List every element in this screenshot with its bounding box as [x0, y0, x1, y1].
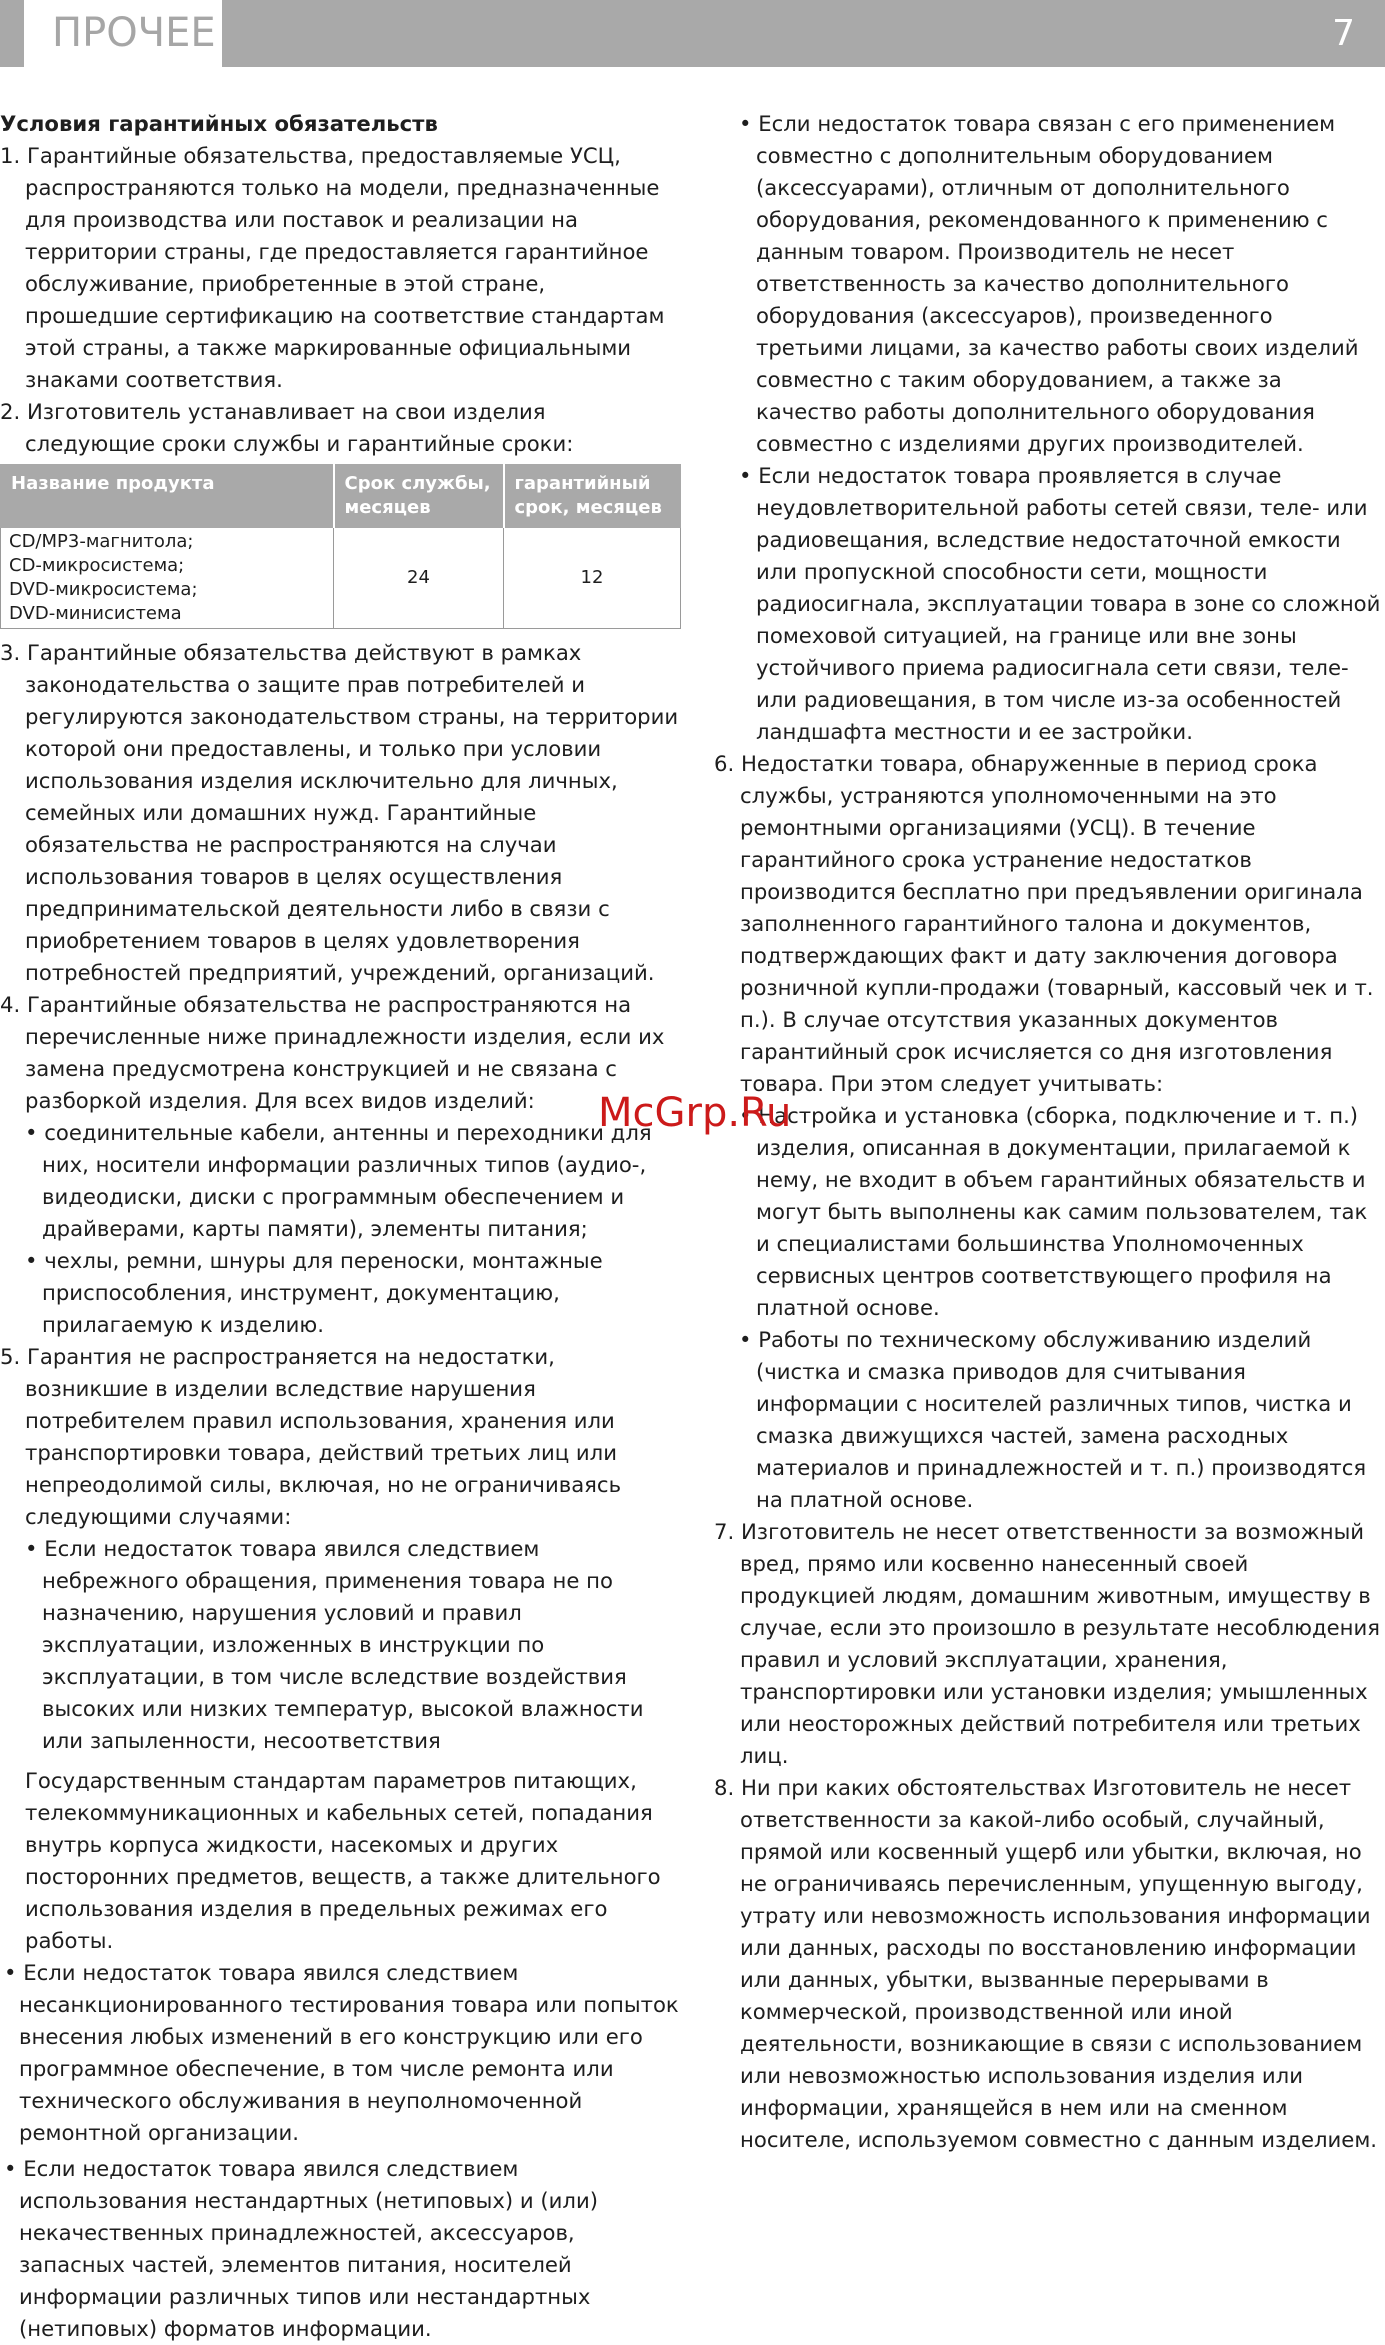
clause-5-bullet: • Если недостаток товара связан с его применением совместно с дополнительным оборудованием (аксессуарами), отличным от дополнительного оборудования, рекомендованного к применению с данным товаром. Производитель не несет ответственность за качество дополнительного оборудования (аксессуаров), произведенного третьими лицами, за качество работы своих изделий совместно с таким оборудованием, а также за качество работы дополнительного оборудования совместно с изделиями других производителей.	[739, 111, 1359, 456]
clause-5-bullet: • Если недостаток товара явился следствием использования нестандартных (нетиповых) и (или) некачественных принадлежностей, аксессуаров, запасных частей, элементов питания, носителей информации различных типов или нестандартных (нетиповых) форматов информации.	[4, 2156, 599, 2341]
page-header	[0, 0, 1385, 67]
clause-7: 7. Изготовитель не несет ответственности за возможный вред, прямо или косвенно нанесенный своей продукцией людям, домашним животным, имуществу в случае, если это произошло в результате несоблюдения правил и условий эксплуатации, хранения, транспортировки или установки изделия; умышленных или неосторожных действий потребителя или третьих лиц.	[714, 1519, 1381, 1768]
col-header-product: Название продукта	[1, 465, 334, 528]
service-life-value: 24	[334, 528, 504, 629]
header-left-bar	[0, 0, 24, 67]
table-row	[1, 528, 681, 629]
header-right-bar	[222, 0, 1385, 67]
document-title: Условия гарантийных обязательств	[0, 111, 438, 136]
page-number: 7	[1332, 13, 1355, 54]
clause-4: 4. Гарантийные обязательства не распространяются на перечисленные ниже принадлежности изделия, если их замена предусмотрена конструкцией и не связана с разборкой изделия. Для всех видов изделий:	[0, 992, 665, 1113]
clause-5-bullet: • Если недостаток товара проявляется в случае неудовлетворительной работы сетей связи, теле- или радиовещания, вследствие недостаточной емкости или пропускной способности сети, мощности радиосигнала, эксплуатации товара в зоне со сложной помеховой ситуацией, на границе или вне зоны устойчивого приема радиосигнала сети связи, теле- или радиовещания, в том числе из-за особенностей ландшафта местности и ее застройки.	[739, 463, 1381, 744]
clause-5-bullet: • Если недостаток товара явился следствием несанкционированного тестирования товара или попыток внесения любых изменений в его конструкцию или его программное обеспечение, в том числе ремонта или технического обслуживания в неуполномоченной ремонтной организации.	[4, 1960, 679, 2145]
table-header-row	[1, 465, 681, 528]
product-item: CD-микросистема;	[9, 555, 185, 576]
product-list-cell	[1, 528, 334, 629]
clause-4-bullet: • чехлы, ремни, шнуры для переноски, монтажные приспособления, инструмент, документацию, прилагаемую к изделию.	[25, 1248, 603, 1337]
clause-6-bullet: • Работы по техническому обслуживанию изделий (чистка и смазка приводов для считывания информации с носителей различных типов, чистка и смазка движущихся частей, замена расходных материалов и принадлежностей и т. п.) производятся на платной основе.	[739, 1327, 1367, 1512]
clause-5: 5. Гарантия не распространяется на недостатки, возникшие в изделии вследствие нарушения потребителем правил использования, хранения или транспортировки товара, действий третьих лиц или непреодолимой силы, включая, но не ограничиваясь следующими случаями:	[0, 1344, 622, 1529]
col-header-service-life: Срок службы, месяцев	[334, 465, 504, 528]
right-column	[700, 108, 1385, 2156]
section-title: ПРОЧЕЕ	[24, 0, 222, 67]
warranty-table	[0, 464, 681, 629]
product-item: CD/MP3-магнитола;	[9, 531, 194, 552]
watermark: McGrp.Ru	[598, 1090, 792, 1136]
clause-6: 6. Недостатки товара, обнаруженные в период срока службы, устраняются уполномоченными на это ремонтными организациями (УСЦ). В течение гарантийного срока устранение недостатков производится бесплатно при предъявлении оригинала заполненного гарантийного талона и документов, подтверждающих факт и дату заключения договора розничной купли-продажи (товарный, кассовый чек и т. п.). В случае отсутствия указанных документов гарантийный срок исчисляется со дня изготовления товара. При этом следует учитывать:	[714, 751, 1374, 1096]
warranty-value: 12	[504, 528, 681, 629]
clause-1: 1. Гарантийные обязательства, предоставляемые УСЦ, распространяются только на модели, предназначенные для производства или поставок и реализации на территории страны, где предоставляется гарантийное обслуживание, приобретенные в этой стране, прошедшие сертификацию на соответствие стандартам этой страны, а также маркированные официальными знаками соответствия.	[0, 143, 665, 392]
left-column	[0, 108, 680, 2345]
clause-5-continuation: Государственным стандартам параметров питающих, телекоммуникационных и кабельных сетей, попадания внутрь корпуса жидкости, насекомых и других посторонних предметов, веществ, а также длительного использования изделия в предельных режимах его работы.	[25, 1768, 661, 1953]
col-header-warranty: гарантийный срок, месяцев	[504, 465, 681, 528]
clause-8: 8. Ни при каких обстоятельствах Изготовитель не несет ответственности за какой-либо особый, случайный, прямой или косвенный ущерб или убытки, включая, но не ограничиваясь перечисленным, упущенную выгоду, утрату или невозможность использования информации или данных, расходы по восстановлению информации или данных, убытки, вызванные перерывами в коммерческой, производственной или иной деятельности, возникающие в связи с использованием или невозможностью использования изделия или информации, хранящейся в нем или на сменном носителе, используемом совместно с данным изделием.	[714, 1775, 1378, 2152]
product-item: DVD-минисистема	[9, 603, 182, 624]
clause-3: 3. Гарантийные обязательства действуют в рамках законодательства о защите прав потребителей и регулируются законодательством страны, на территории которой они предоставлены, и только при условии использования изделия исключительно для личных, семейных или домашних нужд. Гарантийные обязательства не распространяются на случаи использования товаров в целях осуществления предпринимательской деятельности либо в связи с приобретением товаров в целях удовлетворения потребностей предприятий, учреждений, организаций.	[0, 640, 679, 985]
clause-5-bullet: • Если недостаток товара явился следствием небрежного обращения, применения товара не по назначению, нарушения условий и правил эксплуатации, изложенных в инструкции по эксплуатации, в том числе вследствие воздействия высоких или низких температур, высокой влажности или запыленности, несоответствия	[25, 1536, 644, 1753]
clause-6-bullet: • Настройка и установка (сборка, подключение и т. п.) изделия, описанная в документации, прилагаемой к нему, не входит в объем гарантийных обязательств и могут быть выполнены как самим пользователем, так и специалистами большинства Уполномоченных сервисных центров соответствующего профиля на платной основе.	[739, 1103, 1368, 1320]
clause-4-bullet: • соединительные кабели, антенны и переходники для них, носители информации различных типов (аудио-, видеодиски, диски с программным обеспечением и драйверами, карты памяти), элементы питания;	[25, 1120, 652, 1241]
clause-2: 2. Изготовитель устанавливает на свои изделия следующие сроки службы и гарантийные сроки:	[0, 399, 574, 456]
product-item: DVD-микросистема;	[9, 579, 198, 600]
